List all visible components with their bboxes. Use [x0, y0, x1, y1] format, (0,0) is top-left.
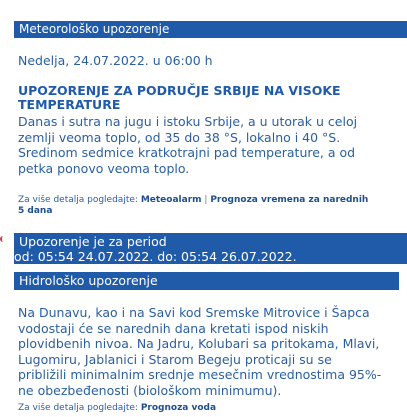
warning-period-bar	[14, 233, 407, 264]
meteoalarm-link[interactable]: Meteoalarm	[140, 195, 202, 205]
forecast-5-days-link[interactable]: Prognoza vremena za narednih	[210, 195, 369, 205]
meteo-warning-header: Meteorološko upozorenje	[14, 21, 407, 38]
link-separator: |	[204, 195, 208, 205]
hydro-text-line: plovidbenih nivoa. Na Jadru, Kolubari sa pritokama, Mlavi,	[18, 336, 380, 351]
warning-headline	[18, 84, 403, 112]
meteo-text-line: zemlji veoma toplo, od 35 do 38 °S, lokalno i 40 °S.	[18, 129, 341, 145]
meteo-more-details	[18, 195, 403, 217]
hydro-text-line: Na Dunavu, kao i na Savi kod Sremske Mitrovice i Šapca	[18, 305, 370, 320]
hydro-text-line: približili minimalnim srednje mesečnim vrednostima 95%-	[18, 367, 382, 382]
headline-line-1: UPOZORENJE ZA PODRUČJE SRBIJE NA VISOKE	[18, 83, 341, 98]
period-title: Upozorenje je za period	[19, 234, 167, 249]
warning-date: Nedelja, 24.07.2022. u 06:00 h	[18, 53, 213, 68]
hydro-more-prefix: Za više detalja pogledajte:	[18, 403, 138, 413]
meteo-warning-text	[18, 114, 403, 176]
meteo-text-line: petka ponovo veoma toplo.	[18, 160, 190, 176]
hydro-text-line: Lugomiru, Jablanici i Starom Begeju proticaji su se	[18, 351, 332, 367]
edge-marker-icon	[0, 236, 5, 242]
hydro-warning-text	[18, 305, 403, 398]
hydro-more-details	[18, 403, 403, 414]
headline-line-2: TEMPERATURE	[18, 97, 121, 112]
meteo-text-line: Sredinom sedmice kratkotrajni pad temperature, a od	[18, 145, 356, 160]
water-forecast-link[interactable]: Prognoza voda	[140, 403, 217, 413]
meteo-text-line: Danas i sutra na jugu i istoku Srbije, a u utorak u celoj	[18, 114, 358, 129]
period-range: od: 05:54 24.07.2022. do: 05:54 26.07.2022.	[14, 249, 297, 264]
hydro-warning-header: Hidrološko upozorenje	[14, 272, 399, 290]
forecast-5-days-link-cont[interactable]: 5 dana	[18, 206, 53, 216]
hydro-text-line: vodostaji će se narednih dana kretati ispod niskih	[18, 320, 329, 336]
meteo-more-prefix: Za više detalja pogledajte:	[18, 195, 138, 205]
hydro-text-line: ne obezbeđenosti (biološkom minimumu).	[18, 382, 282, 398]
